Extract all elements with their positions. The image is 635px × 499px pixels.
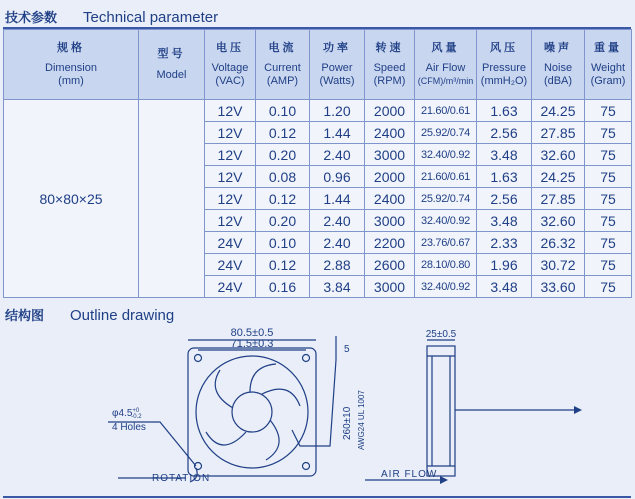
table-cell: 12V xyxy=(205,144,256,166)
table-cell: 2.40 xyxy=(310,144,365,166)
col-header-en: Speed xyxy=(373,62,406,75)
table-cell: 21.60/0.61 xyxy=(415,166,477,188)
table-cell: 1.20 xyxy=(310,100,365,122)
lead-wire xyxy=(292,360,336,446)
table-cell: 75 xyxy=(585,188,632,210)
rotation-arrow-icon xyxy=(190,468,197,482)
table-cell: 25.92/0.74 xyxy=(415,122,477,144)
col-header-en: Air Flow xyxy=(425,62,466,75)
table-cell: 24.25 xyxy=(532,100,585,122)
table-cell: 2400 xyxy=(365,188,415,210)
holes-dia-label: $\varphi 4.5^{+0}$ -0.2 xyxy=(112,408,142,420)
table-cell: 24V xyxy=(205,232,256,254)
table-cell: 1.44 xyxy=(310,122,365,144)
table-cell: 12V xyxy=(205,210,256,232)
col-header-unit: (Watts) xyxy=(319,74,355,87)
table-cell: 2000 xyxy=(365,100,415,122)
table-cell: 24V xyxy=(205,254,256,276)
table-cell: 12V xyxy=(205,166,256,188)
col-header-unit: (RPM) xyxy=(373,74,406,87)
table-cell: 0.96 xyxy=(310,166,365,188)
col-header-en: Weight xyxy=(590,62,626,75)
table-cell: 0.16 xyxy=(256,276,310,298)
table-cell: 32.40/0.92 xyxy=(415,210,477,232)
table-cell: 2.40 xyxy=(310,210,365,232)
table-header-row xyxy=(4,30,632,100)
table-cell: 2000 xyxy=(365,166,415,188)
outline-drawing-title-en: Outline drawing xyxy=(70,307,175,324)
dim-5-label: 5 xyxy=(344,344,350,355)
col-header-cn: 规格 xyxy=(57,40,85,54)
rotation-label: ROTATION xyxy=(152,473,211,484)
table-cell: 3.48 xyxy=(477,210,532,232)
table-cell: 12V xyxy=(205,122,256,144)
holes-count-label: 4 Holes xyxy=(112,422,146,433)
table-cell: 27.85 xyxy=(532,122,585,144)
table-row xyxy=(4,100,632,122)
cable-spec-label: AWG24 UL 1007 xyxy=(357,390,366,450)
table-cell: 27.85 xyxy=(532,188,585,210)
table-cell: 32.60 xyxy=(532,144,585,166)
col-header-cn: 电流 xyxy=(268,40,297,54)
col-header-en: Pressure xyxy=(481,62,527,75)
table-cell: 75 xyxy=(585,276,632,298)
col-header-3 xyxy=(256,30,310,100)
bottom-rule xyxy=(3,496,631,498)
technical-parameter-title xyxy=(5,7,218,26)
table-cell: 3.48 xyxy=(477,276,532,298)
mount-hole-tr xyxy=(303,355,310,362)
table-cell: 23.76/0.67 xyxy=(415,232,477,254)
col-header-cn: 型号 xyxy=(157,47,186,60)
col-header-cn: 风压 xyxy=(490,40,518,54)
col-header-unit: (CFM)/m³/min xyxy=(417,75,474,86)
table-cell: 25.92/0.74 xyxy=(415,188,477,210)
table-cell: 24V xyxy=(205,276,256,298)
dim-inner-label: 71.5±0.3 xyxy=(230,338,274,350)
table-cell: 2200 xyxy=(365,232,415,254)
table-cell: 75 xyxy=(585,122,632,144)
table-cell: 0.10 xyxy=(256,100,310,122)
table-cell: 1.44 xyxy=(310,188,365,210)
col-header-4 xyxy=(310,30,365,100)
airflow-side-arrow-icon xyxy=(574,406,582,414)
table-cell: 0.20 xyxy=(256,144,310,166)
mount-hole-br xyxy=(303,463,310,470)
col-header-cn: 功率 xyxy=(323,40,351,54)
table-cell: 0.12 xyxy=(256,122,310,144)
col-header-cn: 风量 xyxy=(431,40,460,54)
table-cell: 2400 xyxy=(365,122,415,144)
table-cell: 28.10/0.80 xyxy=(415,254,477,276)
table-cell: 3000 xyxy=(365,144,415,166)
table-cell: 32.40/0.92 xyxy=(415,276,477,298)
col-header-8 xyxy=(532,30,585,100)
table-cell: 3000 xyxy=(365,210,415,232)
outline-drawing-title xyxy=(5,305,174,324)
col-header-en: Voltage xyxy=(211,62,249,75)
table-cell: 24.25 xyxy=(532,166,585,188)
table-cell: 1.63 xyxy=(477,100,532,122)
col-header-en: Power xyxy=(321,62,353,75)
col-header-cn: 电压 xyxy=(216,40,244,54)
table-cell: 2.56 xyxy=(477,122,532,144)
col-header-cn: 转速 xyxy=(375,40,404,54)
lead-length-label: 260±10 xyxy=(342,406,353,440)
table-cell: 2600 xyxy=(365,254,415,276)
table-cell: 21.60/0.61 xyxy=(415,100,477,122)
table-cell: 32.60 xyxy=(532,210,585,232)
table-cell: 0.12 xyxy=(256,254,310,276)
table-cell: 26.32 xyxy=(532,232,585,254)
table-cell: 75 xyxy=(585,210,632,232)
outline-drawing-title-cn: 结构图 xyxy=(5,309,45,324)
table-cell: 3.84 xyxy=(310,276,365,298)
technical-parameter-title-en: Technical parameter xyxy=(83,9,219,26)
technical-parameter-title-cn: 技术参数 xyxy=(5,11,58,26)
col-header-unit: (VAC) xyxy=(215,74,245,87)
fan-frame-side xyxy=(427,346,455,476)
col-header-9 xyxy=(585,30,632,100)
fan-frame-front xyxy=(188,348,316,476)
col-header-unit: (Gram) xyxy=(590,74,626,87)
dim-thickness-label: 25±0.5 xyxy=(425,329,457,340)
fan-shroud xyxy=(196,356,308,468)
col-header-cn: 重量 xyxy=(594,40,622,54)
table-cell: 0.08 xyxy=(256,166,310,188)
table-body xyxy=(4,100,632,298)
dim-outer-label: 80.5±0.5 xyxy=(230,327,274,339)
table-cell: 75 xyxy=(585,166,632,188)
col-header-7 xyxy=(477,30,532,100)
col-header-6 xyxy=(415,30,477,100)
table-cell: 2.56 xyxy=(477,188,532,210)
fan-hub xyxy=(232,392,272,432)
table-cell: 75 xyxy=(585,232,632,254)
table-cell: 3.48 xyxy=(477,144,532,166)
table-cell: 2.40 xyxy=(310,232,365,254)
table-cell: 3000 xyxy=(365,276,415,298)
table-cell: 12V xyxy=(205,188,256,210)
table-cell: 32.40/0.92 xyxy=(415,144,477,166)
table-cell: 2.33 xyxy=(477,232,532,254)
airflow-arrow-icon xyxy=(440,476,448,484)
table-cell: 75 xyxy=(585,100,632,122)
col-header-2 xyxy=(205,30,256,100)
col-header-en: Model xyxy=(156,68,187,81)
table-cell: 0.20 xyxy=(256,210,310,232)
col-header-0 xyxy=(4,30,139,100)
table-cell: 0.10 xyxy=(256,232,310,254)
table-cell: 12V xyxy=(205,100,256,122)
dimension-cell: 80×80×25 xyxy=(4,100,139,298)
table-cell: 0.12 xyxy=(256,188,310,210)
table-cell: 1.96 xyxy=(477,254,532,276)
fan-blades xyxy=(206,364,300,460)
airflow-label: AIR FLOW xyxy=(381,469,438,480)
col-header-unit: (dBA) xyxy=(543,74,573,87)
table-cell: 33.60 xyxy=(532,276,585,298)
table-cell: 1.63 xyxy=(477,166,532,188)
col-header-en: Dimension xyxy=(45,62,97,75)
col-header-unit: (mm) xyxy=(58,74,84,87)
spec-table xyxy=(3,29,632,298)
col-header-en: Noise xyxy=(543,62,573,75)
mount-hole-tl xyxy=(195,355,202,362)
col-header-cn: 噪声 xyxy=(544,40,572,54)
col-header-unit: (AMP) xyxy=(266,74,299,87)
col-header-en: Current xyxy=(264,62,301,75)
mount-hole-bl xyxy=(195,463,202,470)
col-header-5 xyxy=(365,30,415,100)
holes-leader xyxy=(108,422,196,466)
table-cell: 75 xyxy=(585,254,632,276)
table-cell: 2.88 xyxy=(310,254,365,276)
table-cell: 75 xyxy=(585,144,632,166)
model-cell xyxy=(139,100,205,298)
table-cell: 30.72 xyxy=(532,254,585,276)
col-header-1 xyxy=(139,30,205,100)
col-header-unit: (mmH₂O) xyxy=(480,74,528,87)
